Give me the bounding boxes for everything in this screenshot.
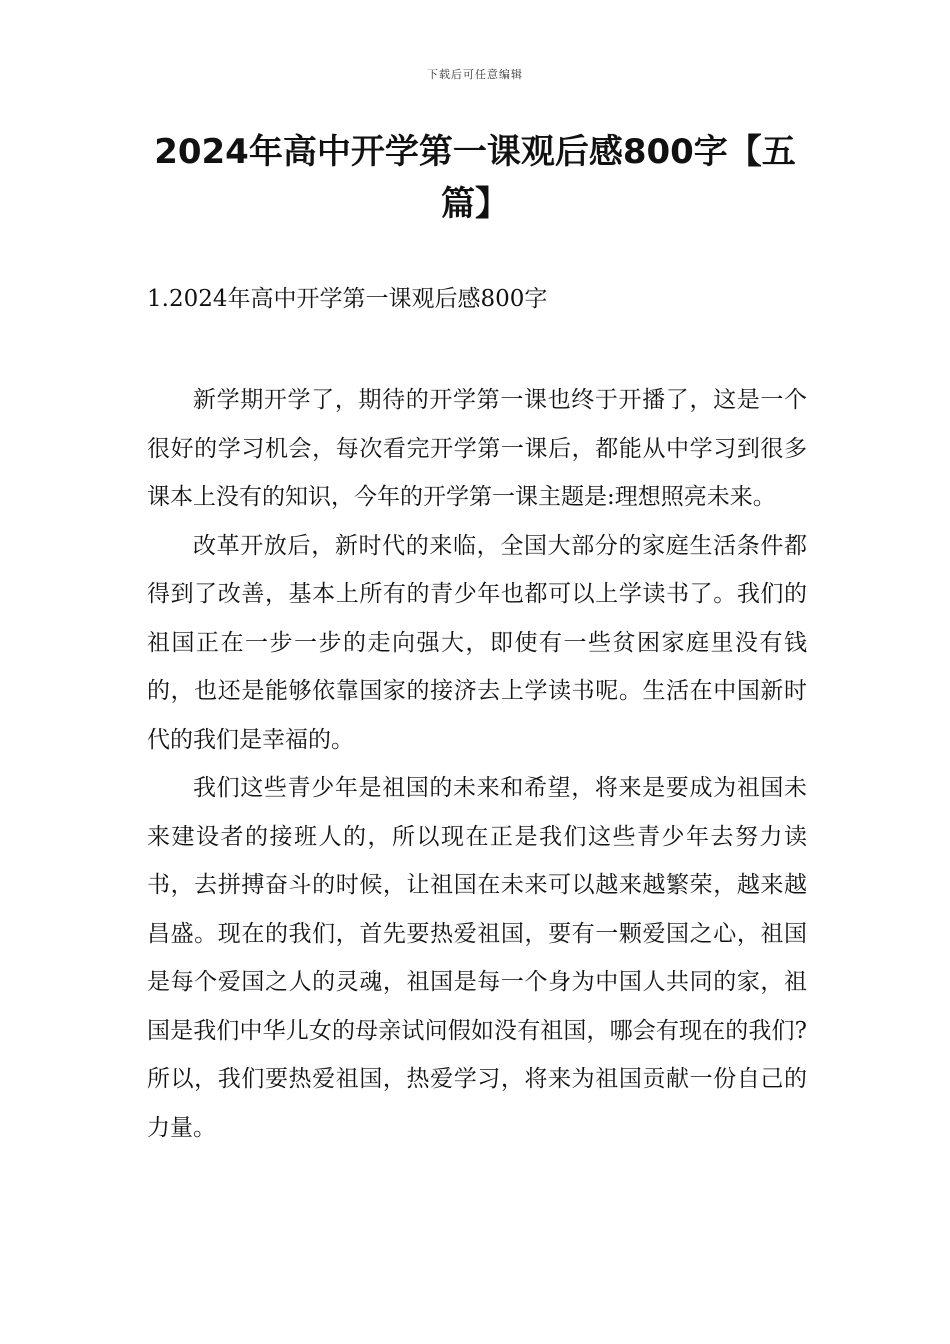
- body-text: [147, 376, 807, 1152]
- paragraph: 新学期开学了，期待的开学第一课也终于开播了，这是一个很好的学习机会，每次看完开学第一课后，都能从中学习到很多课本上没有的知识，今年的开学第一课主题是:理想照亮未来。: [147, 387, 807, 510]
- document-title: 2024年高中开学第一课观后感800字【五篇】: [154, 132, 796, 224]
- paragraph: 改革开放后，新时代的来临，全国大部分的家庭生活条件都得到了改善，基本上所有的青少年也都可以上学读书了。我们的祖国正在一步一步的走向强大，即使有一些贫困家庭里没有钱的，也还是能够依靠国家的接济去上学读书呢。生活在中国新时代的我们是幸福的。: [147, 532, 807, 753]
- section-heading: 1.2024年高中开学第一课观后感800字: [147, 286, 548, 312]
- header-note: 下载后可任意编辑: [427, 68, 523, 81]
- paragraph: 我们这些青少年是祖国的未来和希望，将来是要成为祖国未来建设者的接班人的，所以现在正是我们这些青少年去努力读书，去拼搏奋斗的时候，让祖国在未来可以越来越繁荣，越来越昌盛。现在的我们，首先要热爱祖国，要有一颗爱国之心，祖国是每个爱国之人的灵魂，祖国是每一个身为中国人共同的家，祖国是我们中华儿女的母亲试问假如没有祖国，哪会有现在的我们?所以，我们要热爱祖国，热爱学习，将来为祖国贡献一份自己的力量。: [147, 775, 807, 1141]
